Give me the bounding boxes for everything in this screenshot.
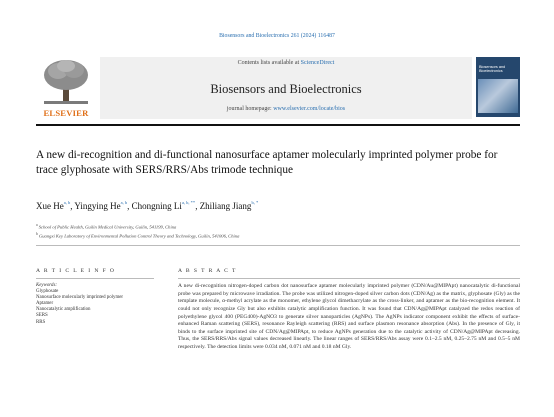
affiliation-line [36, 231, 516, 240]
author-name[interactable] [74, 201, 127, 211]
author-affiliation-marker[interactable]: a, b [63, 200, 71, 205]
keyword-item: Glyphosate [36, 289, 59, 295]
homepage-prefix: journal homepage: [226, 106, 274, 112]
journal-reference[interactable]: Biosensors and Bioelectronics 261 (2024) 116487 [219, 33, 335, 39]
author-affiliation-marker[interactable]: a, b, ** [181, 200, 196, 205]
author-name-text: Xue He [36, 201, 64, 211]
keywords-block [36, 283, 166, 326]
affiliations [36, 222, 516, 239]
journal-title[interactable]: Biosensors and Bioelectronics [210, 82, 362, 96]
cover-title: Biosensors and Bioelectronics [479, 65, 506, 74]
author-name-text: Yingying He [74, 201, 121, 211]
keywords-title: Keywords: [36, 283, 58, 288]
homepage-link[interactable]: www.elsevier.com/locate/bios [273, 106, 346, 112]
author-name[interactable] [132, 201, 196, 211]
keyword-item: Nanosurface molecularly imprinted polymer [36, 295, 124, 301]
elsevier-tree-icon [40, 57, 92, 107]
article-info-heading: A R T I C L E I N F O [36, 268, 116, 274]
author-affiliation-marker[interactable]: b, * [251, 200, 259, 205]
journal-header-band [100, 57, 472, 119]
affiliation-line [36, 222, 516, 231]
affiliation-marker: a [36, 223, 38, 227]
author-list [36, 200, 516, 211]
author-name-text: Zhiliang Jiang [199, 201, 252, 211]
abstract-text: A new di-recognition nitrogen-doped carbon dot nanosurface aptamer molecularly imprinted polymer (CDN/Au@MIPApt) nanocatalytic di-functional probe was prepared by microwave irradiation. The probe was utilized nitrogen-doped silver carbon dots (CDN/Ag) as the matrix, glyphosate (Gly) as the template molecule, α-methyl acrylate as the monomer, ethylene glycol dimethacrylate as the cross-linker, and aptamer as the bio-recognition element. It could not only recognize Gly but also exhibits catalytic amplification function. It was found that CDN/Ag@MIPApt catalyzed the redox reaction of polyethylene glycol 400 (PEG400)-AgNO3 to generate silver nanoparticles (AgNPs). The AgNPs indicator component exhibit the effects of surface-enhanced Raman scattering (SERS), resonance Rayleigh scattering (RRS) and surface plasmon resonance absorption (Abs). In the presence of Gly, it binds to the surface imprinted site of CDN/Ag@MIPApt, to reduce AgNPs generation due to the catalytic activity of CDN/Ag@MIPApt decreasing. Thus, the SERS/RRS/Abs signal values decreased linearly. The linear ranges of SERS/RRS/Abs assay were 0.1–2.5 nM, 0.25–2.75 nM and 0.5–5 nM respectively. The detection limits were 0.034 nM, 0.071 nM and 0.18 nM Gly. [178, 283, 520, 350]
affiliation-marker: b [36, 231, 38, 236]
keyword-item: Nanocatalytic amplification [36, 307, 91, 313]
keyword-item: RRS [36, 319, 46, 325]
header-divider [36, 124, 520, 126]
journal-cover-image[interactable] [476, 57, 520, 117]
affiliation-text: School of Public Health, Guilin Medical University, Guilin, 541199, China [37, 224, 177, 230]
elsevier-logo [36, 57, 96, 119]
keyword-item: SERS [36, 313, 48, 319]
author-separator: , [70, 201, 75, 211]
section-divider [36, 245, 520, 246]
author-separator: , [127, 201, 132, 211]
author-name-text: Chongning Li [131, 201, 182, 211]
cover-art [478, 79, 518, 113]
keyword-list [36, 289, 166, 326]
abstract-heading: A B S T R A C T [178, 268, 237, 274]
affiliation-text: Guangxi Key Laboratory of Environmental Pollution Control Theory and Technology, Guilin, 541006, China [37, 233, 240, 239]
publisher-name: ELSEVIER [43, 108, 89, 118]
author-name[interactable] [200, 201, 259, 211]
contents-line [100, 60, 472, 66]
contents-prefix: Contents lists available at [237, 60, 301, 66]
author-affiliation-marker[interactable]: a, b [120, 200, 128, 205]
article-info-rule [36, 278, 154, 279]
sciencedirect-link[interactable]: ScienceDirect [300, 60, 335, 66]
abstract-rule [178, 278, 520, 279]
homepage-line [100, 106, 472, 112]
author-separator: , [195, 201, 200, 211]
article-title: A new di-recognition and di-functional nanosurface aptamer molecularly imprinted polymer probe for trace glyphosate with SERS/RRS/Abs trimode technique [36, 149, 498, 176]
author-name[interactable] [36, 201, 70, 211]
keyword-item: Aptamer [36, 301, 54, 307]
